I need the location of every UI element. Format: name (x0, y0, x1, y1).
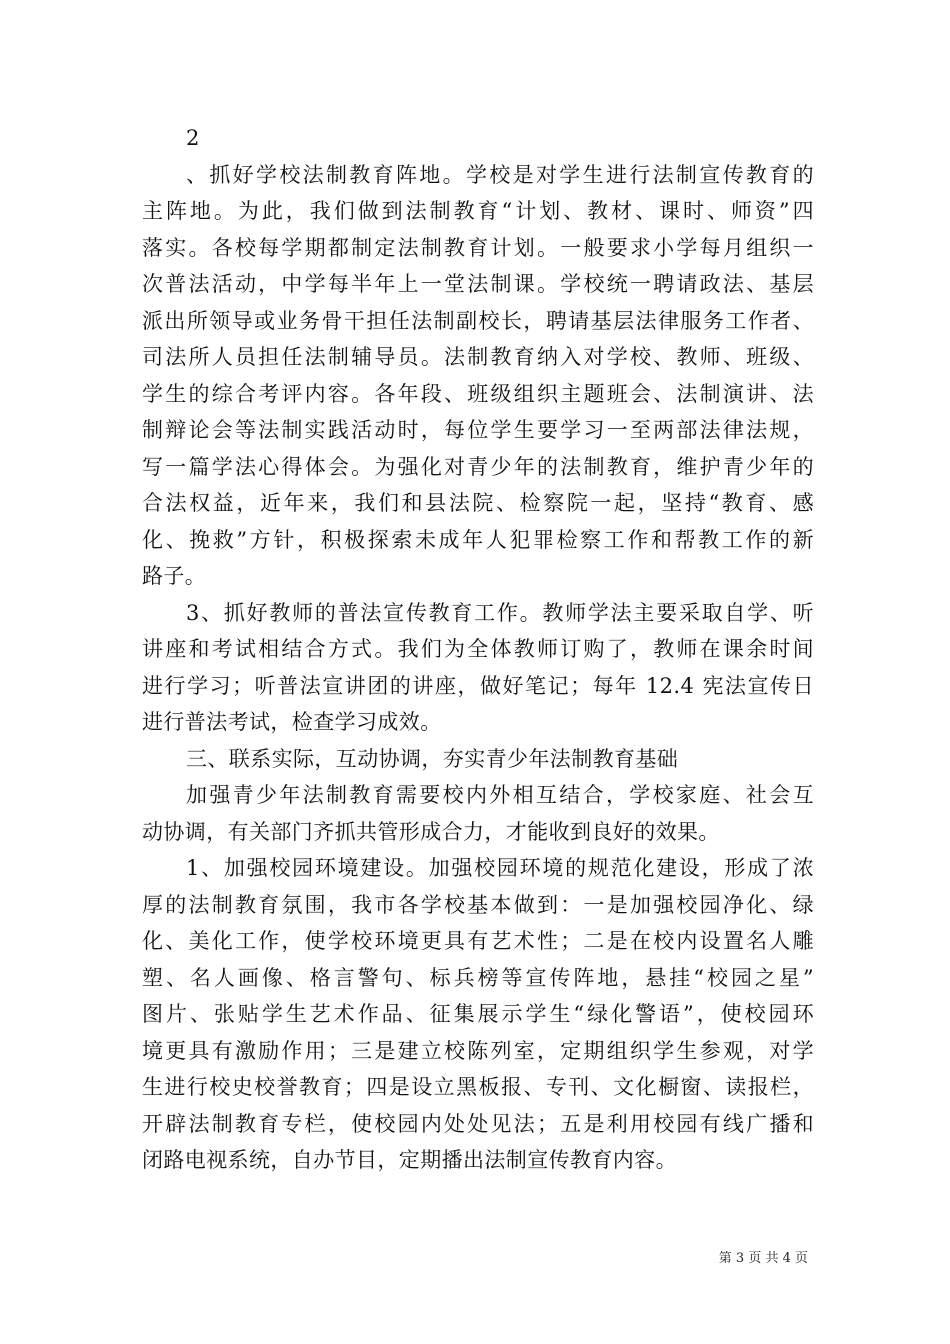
text-line: 闭路电视系统，自办节目，定期播出法制宣传教育内容。 (142, 1148, 677, 1172)
text-line: 学生的综合考评内容。各年段、班级组织主题班会、法制演讲、法 (142, 381, 814, 406)
text-line: 次普法活动，中学每半年上一堂法制课。学校统一聘请政法、基层 (142, 272, 814, 296)
text-line: 合法权益，近年来，我们和县法院、检察院一起，坚持“教育、感 (142, 491, 814, 515)
text-line: 派出所领导或业务骨干担任法制副校长，聘请基层法律服务工作者、 (142, 308, 814, 333)
text-line: 塑、名人画像、格言警句、标兵榜等宣传阵地，悬挂“校园之星” (142, 965, 814, 990)
text-line: 1、加强校园环境建设。加强校园环境的规范化建设，形成了浓 (186, 856, 814, 880)
text-line: 路子。 (142, 564, 207, 588)
text-line: 图片、张贴学生艺术作品、征集展示学生“绿化警语”，使校园环 (142, 1002, 814, 1026)
text-line: 加强青少年法制教育需要校内外相互结合，学校家庭、社会互 (186, 783, 814, 807)
text-line: 动协调，有关部门齐抓共管形成合力，才能收到良好的效果。 (142, 819, 720, 844)
text-line: 生进行校史校誉教育；四是设立黑板报、专刊、文化橱窗、读报栏， (142, 1075, 814, 1099)
text-line: 进行学习；听普法宣讲团的讲座，做好笔记；每年 12.4 宪法宣传日 (142, 673, 814, 698)
text-line: 三、联系实际，互动协调，夯实青少年法制教育基础 (186, 746, 679, 771)
document-body (142, 120, 814, 1179)
text-line: 讲座和考试相结合方式。我们为全体教师订购了，教师在课余时间 (142, 637, 814, 661)
text-line: 、抓好学校法制教育阵地。学校是对学生进行法制宣传教育的 (186, 162, 814, 187)
text-line: 写一篇学法心得体会。为强化对青少年的法制教育，维护青少年的 (142, 454, 814, 479)
text-line: 进行普法考试，检查学习成效。 (142, 710, 442, 734)
text-line: 开辟法制教育专栏，使校园内处处见法；五是利用校园有线广播和 (142, 1111, 814, 1136)
text-line: 司法所人员担任法制辅导员。法制教育纳入对学校、教师、班级、 (142, 345, 814, 369)
text-line: 2 (186, 126, 200, 150)
text-line: 化、美化工作，使学校环境更具有艺术性；二是在校内设置名人雕 (142, 929, 814, 953)
text-line: 厚的法制教育氛围，我市各学校基本做到：一是加强校园净化、绿 (142, 892, 814, 917)
text-line: 3、抓好教师的普法宣传教育工作。教师学法主要采取自学、听 (186, 600, 814, 625)
text-line: 落实。各校每学期都制定法制教育计划。一般要求小学每月组织一 (142, 235, 814, 260)
text-line: 化、挽救”方针，积极探索未成年人犯罪检察工作和帮教工作的新 (142, 527, 814, 552)
page-number-footer: 第 3 页 共 4 页 (718, 1251, 808, 1266)
text-line: 制辩论会等法制实践活动时，每位学生要学习一至两部法律法规， (142, 418, 814, 442)
text-line: 境更具有激励作用；三是建立校陈列室，定期组织学生参观，对学 (142, 1038, 814, 1063)
text-line: 主阵地。为此，我们做到法制教育“计划、教材、课时、师资”四 (142, 199, 814, 223)
